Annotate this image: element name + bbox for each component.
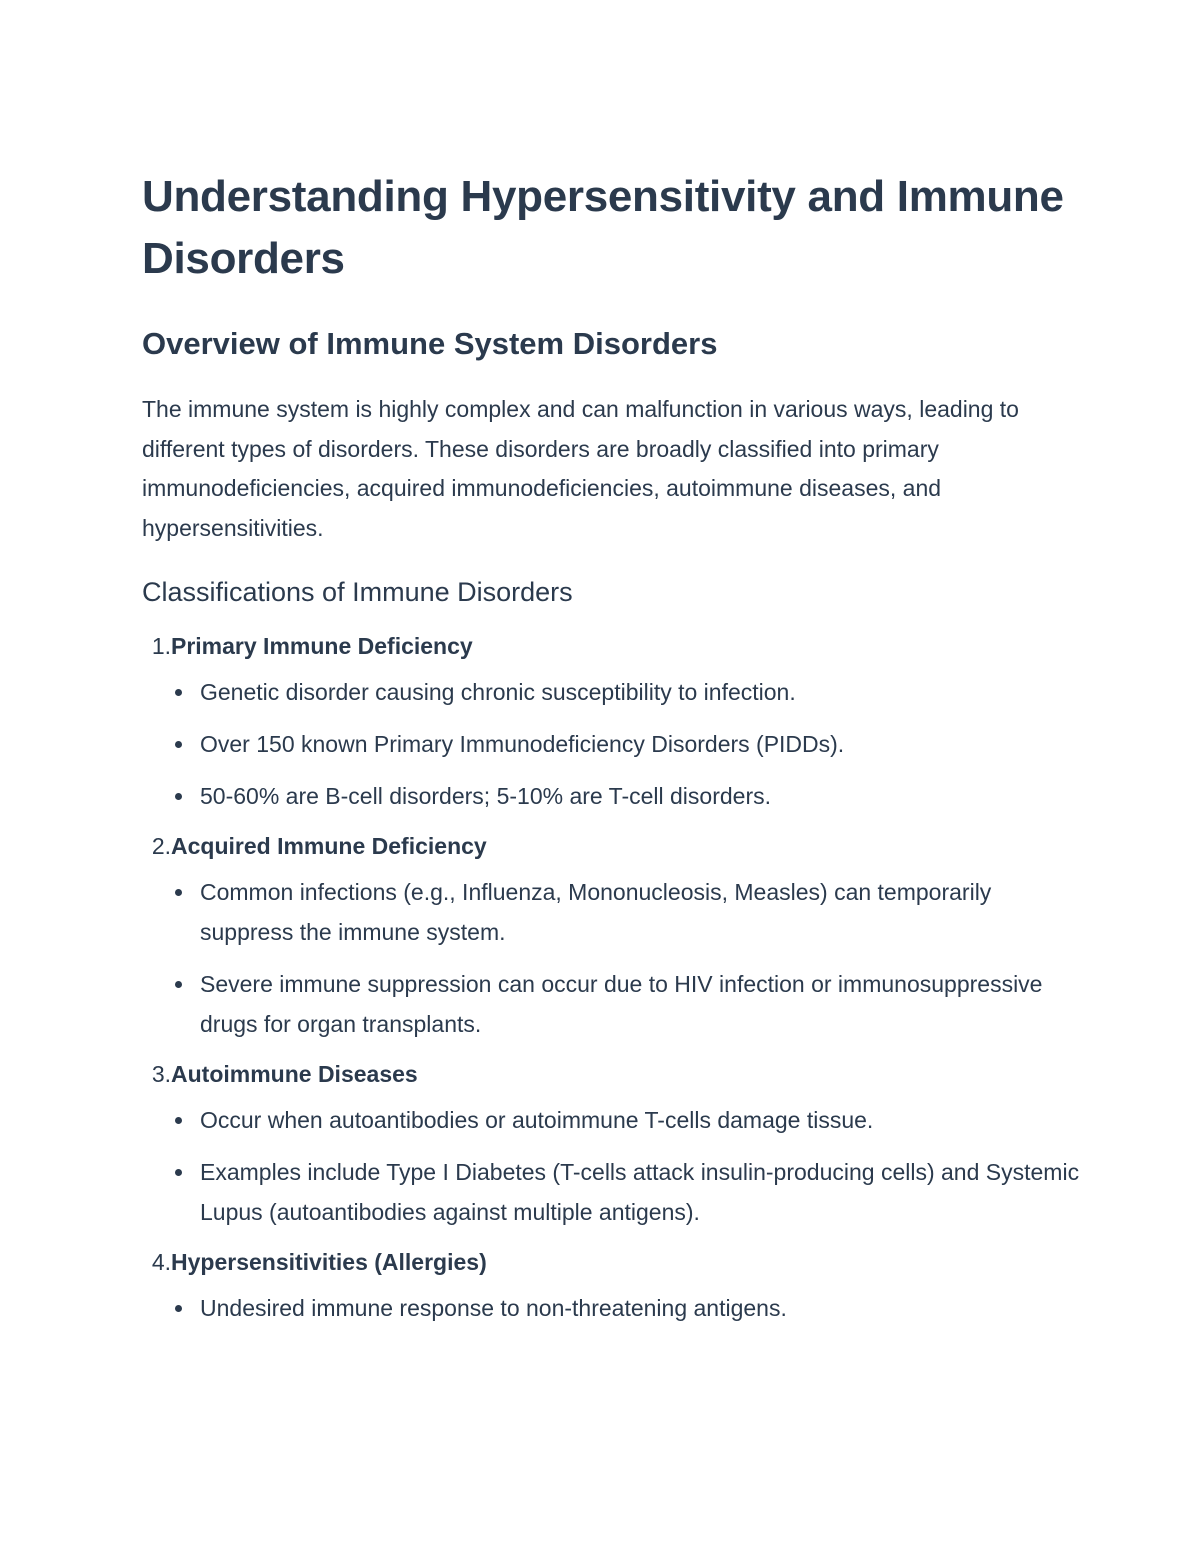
bullet-list bbox=[142, 1288, 1082, 1328]
section-autoimmune-diseases bbox=[142, 1056, 1082, 1232]
section-heading bbox=[142, 1244, 1082, 1280]
overview-heading: Overview of Immune System Disorders bbox=[142, 326, 718, 361]
document-page bbox=[142, 166, 1082, 1340]
section-number: 3. bbox=[151, 1061, 171, 1087]
bullet-list bbox=[142, 672, 1082, 816]
list-item: Severe immune suppression can occur due to HIV infection or immunosuppressive drugs for organ transplants. bbox=[142, 964, 1082, 1044]
section-acquired-immune-deficiency bbox=[142, 828, 1082, 1044]
page-title: Understanding Hypersensitivity and Immune Disorders bbox=[142, 172, 1064, 283]
section-title: Acquired Immune Deficiency bbox=[171, 833, 487, 859]
section-heading bbox=[142, 828, 1082, 864]
section-heading bbox=[142, 628, 1082, 664]
list-item: Undesired immune response to non-threatening antigens. bbox=[142, 1288, 1082, 1328]
bullet-list bbox=[142, 872, 1082, 1044]
overview-paragraph: The immune system is highly complex and can malfunction in various ways, leading to different types of disorders. These disorders are broadly classified into primary immunodeficiencies, acquired immunodeficiencies, autoimmune diseases, and hypersensitivities. bbox=[142, 396, 1019, 541]
section-title: Primary Immune Deficiency bbox=[171, 633, 473, 659]
classifications-list bbox=[142, 628, 1082, 1328]
list-item: Genetic disorder causing chronic susceptibility to infection. bbox=[142, 672, 1082, 712]
section-primary-immune-deficiency bbox=[142, 628, 1082, 816]
list-item: 50-60% are B-cell disorders; 5-10% are T-cell disorders. bbox=[142, 776, 1082, 816]
list-item: Occur when autoantibodies or autoimmune T-cells damage tissue. bbox=[142, 1100, 1082, 1140]
section-number: 2. bbox=[151, 833, 171, 859]
section-number: 4. bbox=[151, 1249, 171, 1275]
bullet-list bbox=[142, 1100, 1082, 1232]
section-title: Autoimmune Diseases bbox=[171, 1061, 418, 1087]
list-item: Over 150 known Primary Immunodeficiency Disorders (PIDDs). bbox=[142, 724, 1082, 764]
list-item: Common infections (e.g., Influenza, Mononucleosis, Measles) can temporarily suppress the immune system. bbox=[142, 872, 1082, 952]
section-number: 1. bbox=[151, 633, 171, 659]
section-heading bbox=[142, 1056, 1082, 1092]
section-title: Hypersensitivities (Allergies) bbox=[171, 1249, 487, 1275]
list-item: Examples include Type I Diabetes (T-cells attack insulin-producing cells) and Systemic Lupus (autoantibodies against multiple antigens). bbox=[142, 1152, 1082, 1232]
classifications-heading: Classifications of Immune Disorders bbox=[142, 577, 573, 607]
section-hypersensitivities bbox=[142, 1244, 1082, 1328]
